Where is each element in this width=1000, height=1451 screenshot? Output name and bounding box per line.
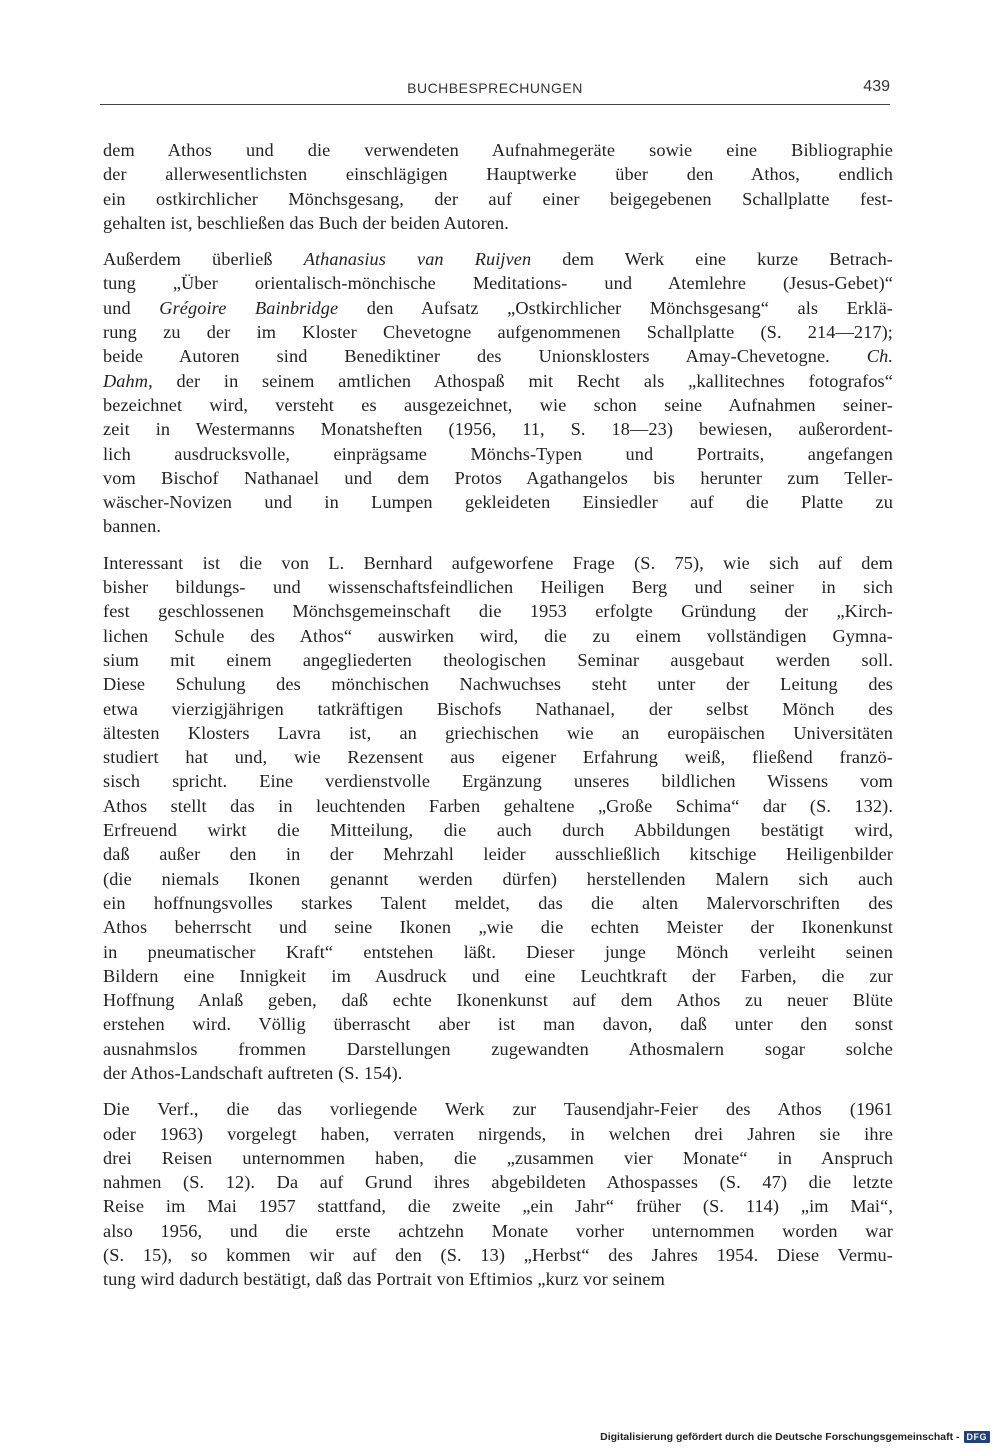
text-line bbox=[103, 891, 893, 915]
text-segment: sisch spricht. Eine verdienstvolle Ergänzung unseres bildlichen Wissens vom bbox=[103, 771, 893, 792]
text-segment: nahmen (S. 12). Da auf Grund ihres abgebildeten Athospasses (S. 47) die letzte bbox=[103, 1172, 893, 1193]
text-line bbox=[103, 1170, 893, 1194]
text-segment: Athos stellt das in leuchtenden Farben gehaltene „Große Schima“ dar (S. 132). bbox=[103, 795, 893, 816]
italic-name: Ch. bbox=[866, 346, 893, 367]
text-segment: und bbox=[103, 297, 160, 318]
text-line bbox=[103, 648, 893, 672]
text-segment: lichen Schule des Athos“ auswirken wird, die zu einem vollständigen Gymna- bbox=[103, 625, 893, 646]
text-segment: zeit in Westermanns Monatsheften (1956, 11, S. 18—23) bewiesen, außerordent- bbox=[103, 419, 893, 440]
text-segment: Bildern eine Innigkeit im Ausdruck und eine Leuchtkraft der Farben, die zur bbox=[103, 965, 893, 986]
text-line bbox=[103, 867, 893, 891]
text-line bbox=[103, 490, 893, 514]
text-segment: ältesten Klosters Lavra ist, an griechischen wie an europäischen Universitäten bbox=[103, 722, 893, 743]
text-segment: Hoffnung Anlaß geben, daß echte Ikonenkunst auf dem Athos zu neuer Blüte bbox=[103, 990, 893, 1011]
text-segment: studiert hat und, wie Rezensent aus eigener Erfahrung weiß, fließend franzö- bbox=[103, 747, 893, 768]
text-segment: bezeichnet wird, versteht es ausgezeichnet, wie schon seine Aufnahmen seiner- bbox=[103, 394, 893, 415]
text-line bbox=[103, 442, 893, 466]
text-line bbox=[103, 1243, 893, 1267]
text-segment: Reise im Mai 1957 stattfand, die zweite „ein Jahr“ früher (S. 114) „im Mai“, bbox=[103, 1196, 893, 1217]
text-line bbox=[103, 1267, 893, 1291]
text-line bbox=[103, 417, 893, 441]
page-header bbox=[100, 80, 890, 105]
text-segment: der Athos-Landschaft auftreten (S. 154). bbox=[103, 1062, 403, 1083]
text-line bbox=[103, 1146, 893, 1170]
text-line bbox=[103, 211, 893, 235]
text-segment: den Aufsatz „Ostkirchlicher Mönchsgesang“ als Erklä- bbox=[338, 297, 893, 318]
text-segment: beide Autoren sind Benediktiner des Unionsklosters Amay-Chevetogne. bbox=[103, 346, 867, 367]
text-segment: drei Reisen unternommen haben, die „zusammen vier Monate“ in Anspruch bbox=[103, 1147, 893, 1168]
text-segment: Interessant ist die von L. Bernhard aufgeworfene Frage (S. 75), wie sich auf dem bbox=[103, 552, 893, 573]
text-line bbox=[103, 369, 893, 393]
text-line bbox=[103, 697, 893, 721]
text-segment: der in seinem amtlichen Athospaß mit Recht als „kallitechnes fotografos“ bbox=[152, 370, 893, 391]
text-segment: Außerdem überließ bbox=[103, 249, 304, 270]
text-line bbox=[103, 575, 893, 599]
text-line bbox=[103, 672, 893, 696]
text-line bbox=[103, 818, 893, 842]
text-line bbox=[103, 1012, 893, 1036]
paragraph bbox=[103, 138, 893, 235]
text-line bbox=[103, 1194, 893, 1218]
text-segment: (S. 15), so kommen wir auf den (S. 13) „Herbst“ des Jahres 1954. Diese Vermu- bbox=[103, 1245, 893, 1266]
text-segment: erstehen wird. Völlig überrascht aber ist man davon, daß unter den sonst bbox=[103, 1014, 893, 1035]
text-line bbox=[103, 271, 893, 295]
italic-name: Dahm, bbox=[103, 370, 153, 391]
text-line bbox=[103, 964, 893, 988]
text-line bbox=[103, 1061, 893, 1085]
italic-name: Athanasius van Ruijven bbox=[303, 249, 532, 270]
text-line bbox=[103, 745, 893, 769]
text-line bbox=[103, 551, 893, 575]
paragraph bbox=[103, 551, 893, 1086]
text-line bbox=[103, 842, 893, 866]
text-line bbox=[103, 138, 893, 162]
italic-name: Grégoire Bainbridge bbox=[159, 297, 339, 318]
text-segment: dem Werk eine kurze Betrach- bbox=[531, 249, 893, 270]
text-segment: dem Athos und die verwendeten Aufnahmegeräte sowie eine Bibliographie bbox=[103, 140, 893, 160]
article-body bbox=[103, 138, 893, 1304]
digitization-footer bbox=[600, 1431, 990, 1443]
text-segment: also 1956, und die erste achtzehn Monate vorher unternommen worden war bbox=[103, 1220, 893, 1241]
paragraph bbox=[103, 247, 893, 539]
text-line bbox=[103, 794, 893, 818]
text-segment: fest geschlossenen Mönchsgemeinschaft die 1953 erfolgte Gründung der „Kirch- bbox=[103, 601, 893, 622]
text-line bbox=[103, 344, 893, 368]
text-segment: Die Verf., die das vorliegende Werk zur Tausendjahr-Feier des Athos (1961 bbox=[103, 1099, 893, 1120]
text-segment: Athos beherrscht und seine Ikonen „wie die echten Meister der Ikonenkunst bbox=[103, 917, 893, 938]
text-line bbox=[103, 162, 893, 186]
text-segment: tung wird dadurch bestätigt, daß das Portrait von Eftimios „kurz vor seinem bbox=[103, 1269, 665, 1290]
text-line bbox=[103, 1219, 893, 1243]
text-segment: wäscher-Novizen und in Lumpen gekleideten Einsiedler auf die Platte zu bbox=[103, 492, 893, 513]
text-segment: ausnahmslos frommen Darstellungen zugewandten Athosmalern sogar solche bbox=[103, 1038, 893, 1059]
text-segment: tung „Über orientalisch-mönchische Meditations- und Atemlehre (Jesus-Gebet)“ bbox=[103, 273, 893, 294]
text-line bbox=[103, 187, 893, 211]
footer-credit: Digitalisierung gefördert durch die Deutsche Forschungsgemeinschaft - bbox=[600, 1431, 960, 1443]
text-segment: gehalten ist, beschließen das Buch der beiden Autoren. bbox=[103, 212, 509, 233]
text-segment: vom Bischof Nathanael und dem Protos Agathangelos bis herunter zum Teller- bbox=[103, 467, 893, 488]
text-segment: rung zu der im Kloster Chevetogne aufgenommenen Schallplatte (S. 214—217); bbox=[103, 322, 893, 343]
text-line bbox=[103, 769, 893, 793]
text-line bbox=[103, 624, 893, 648]
text-segment: sium mit einem angegliederten theologischen Seminar ausgebaut werden soll. bbox=[103, 649, 893, 670]
text-line bbox=[103, 915, 893, 939]
text-line bbox=[103, 721, 893, 745]
page-number: 439 bbox=[863, 78, 890, 95]
text-line bbox=[103, 296, 893, 320]
text-line bbox=[103, 599, 893, 623]
running-head: BUCHBESPRECHUNGEN bbox=[407, 80, 583, 96]
paragraph bbox=[103, 1097, 893, 1291]
text-segment: daß außer den in der Mehrzahl leider ausschließlich kitschige Heiligenbilder bbox=[103, 844, 893, 865]
text-segment: bannen. bbox=[103, 516, 162, 537]
text-line bbox=[103, 247, 893, 271]
text-segment: ein ostkirchlicher Mönchsgesang, der auf einer beigegebenen Schallplatte fest- bbox=[103, 188, 893, 209]
text-segment: oder 1963) vorgelegt haben, verraten nirgends, in welchen drei Jahren sie ihre bbox=[103, 1123, 893, 1144]
text-line bbox=[103, 1122, 893, 1146]
text-line bbox=[103, 514, 893, 538]
text-line bbox=[103, 1037, 893, 1061]
text-line bbox=[103, 988, 893, 1012]
text-segment: Diese Schulung des mönchischen Nachwuchses steht unter der Leitung des bbox=[103, 674, 893, 695]
text-line bbox=[103, 466, 893, 490]
text-segment: (die niemals Ikonen genannt werden dürfen) herstellenden Malern sich auch bbox=[103, 868, 893, 889]
text-line bbox=[103, 940, 893, 964]
text-segment: in pneumatischer Kraft“ entstehen läßt. Dieser junge Mönch verleiht seinen bbox=[103, 941, 893, 962]
text-segment: bisher bildungs- und wissenschaftsfeindlichen Heiligen Berg und seiner in sich bbox=[103, 577, 893, 598]
text-segment: Erfreuend wirkt die Mitteilung, die auch durch Abbildungen bestätigt wird, bbox=[103, 820, 893, 841]
text-line bbox=[103, 1097, 893, 1121]
text-segment: ein hoffnungsvolles starkes Talent meldet, das die alten Malervorschriften des bbox=[103, 892, 893, 913]
dfg-logo: DFG bbox=[964, 1431, 991, 1443]
text-segment: der allerwesentlichsten einschlägigen Hauptwerke über den Athos, endlich bbox=[103, 164, 893, 185]
text-line bbox=[103, 393, 893, 417]
text-segment: lich ausdrucksvolle, einprägsame Mönchs-Typen und Portraits, angefangen bbox=[103, 443, 893, 464]
text-segment: etwa vierzigjährigen tatkräftigen Bischofs Nathanael, der selbst Mönch des bbox=[103, 698, 893, 719]
text-line bbox=[103, 320, 893, 344]
